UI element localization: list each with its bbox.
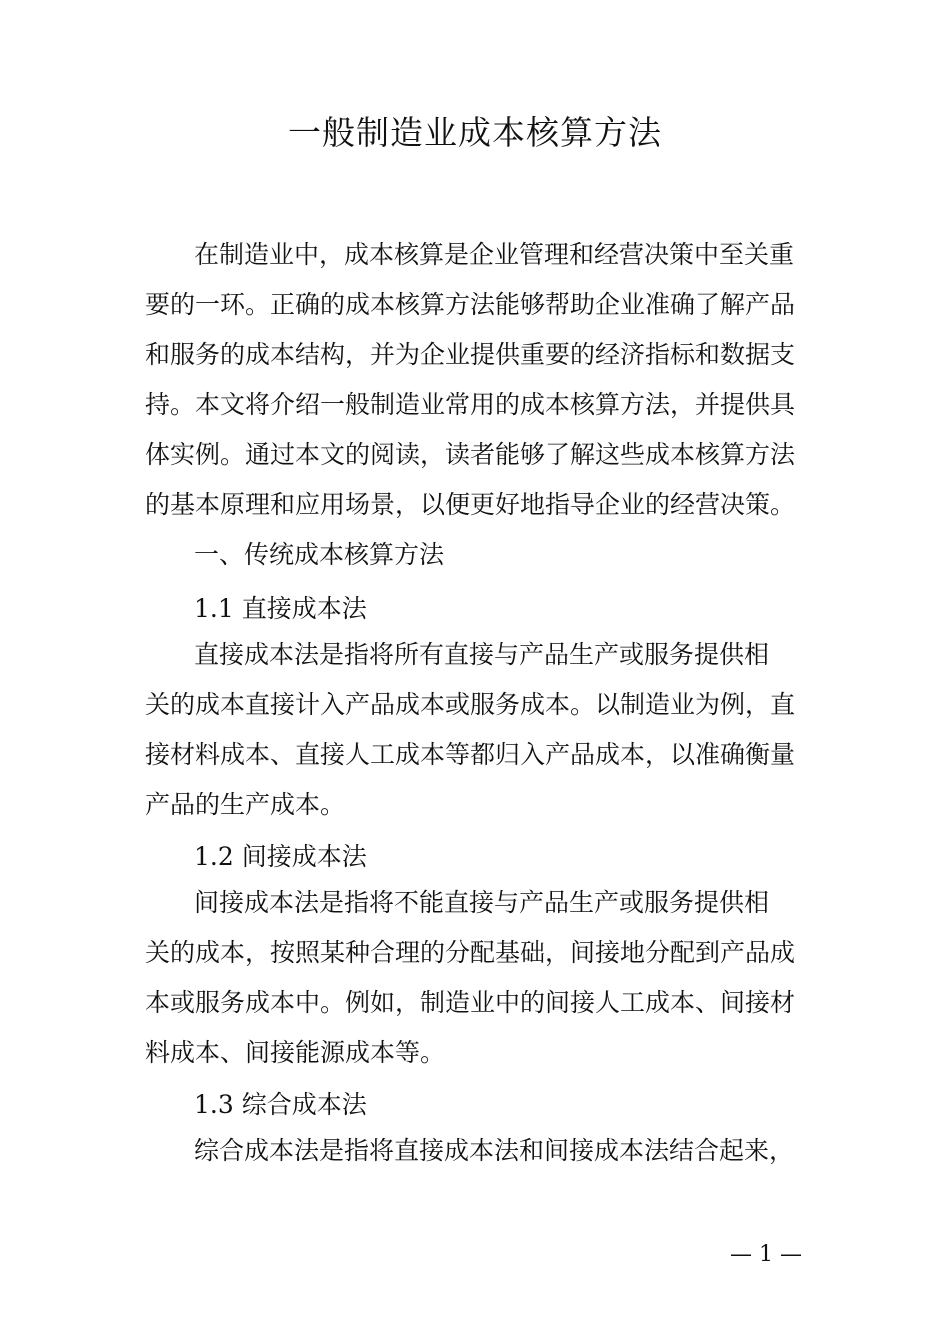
page-number: — 1 — (730, 1242, 802, 1267)
paragraph-line: 直接成本法是指将所有直接与产品生产或服务提供相 (194, 640, 770, 669)
subsection-heading: 1.1 直接成本法 (194, 594, 367, 623)
paragraph-line: 本或服务成本中。例如，制造业中的间接人工成本、间接材 (145, 988, 796, 1017)
paragraph-line: 持。本文将介绍一般制造业常用的成本核算方法，并提供具 (145, 390, 796, 419)
document-title: 一般制造业成本核算方法 (288, 113, 662, 152)
paragraph-line: 和服务的成本结构，并为企业提供重要的经济指标和数据支 (145, 340, 796, 369)
paragraph-line: 料成本、间接能源成本等。 (145, 1038, 446, 1067)
paragraph-line: 在制造业中，成本核算是企业管理和经营决策中至关重 (194, 240, 795, 269)
paragraph-line: 体实例。通过本文的阅读，读者能够了解这些成本核算方法 (145, 440, 796, 469)
subsection-heading: 1.2 间接成本法 (194, 842, 367, 871)
paragraph-line: 关的成本，按照某种合理的分配基础，间接地分配到产品成 (145, 938, 796, 967)
paragraph-line: 要的一环。正确的成本核算方法能够帮助企业准确了解产品 (145, 290, 796, 319)
paragraph-line: 接材料成本、直接人工成本等都归入产品成本，以准确衡量 (145, 740, 796, 769)
paragraph-line: 综合成本法是指将直接成本法和间接成本法结合起来， (194, 1136, 795, 1165)
paragraph-line: 间接成本法是指将不能直接与产品生产或服务提供相 (194, 888, 770, 917)
subsection-heading: 1.3 综合成本法 (194, 1090, 367, 1119)
paragraph-line: 产品的生产成本。 (145, 790, 346, 819)
section-heading: 一、传统成本核算方法 (194, 540, 445, 569)
paragraph-line: 的基本原理和应用场景，以便更好地指导企业的经营决策。 (145, 490, 796, 519)
paragraph-line: 关的成本直接计入产品成本或服务成本。以制造业为例，直 (145, 690, 796, 719)
